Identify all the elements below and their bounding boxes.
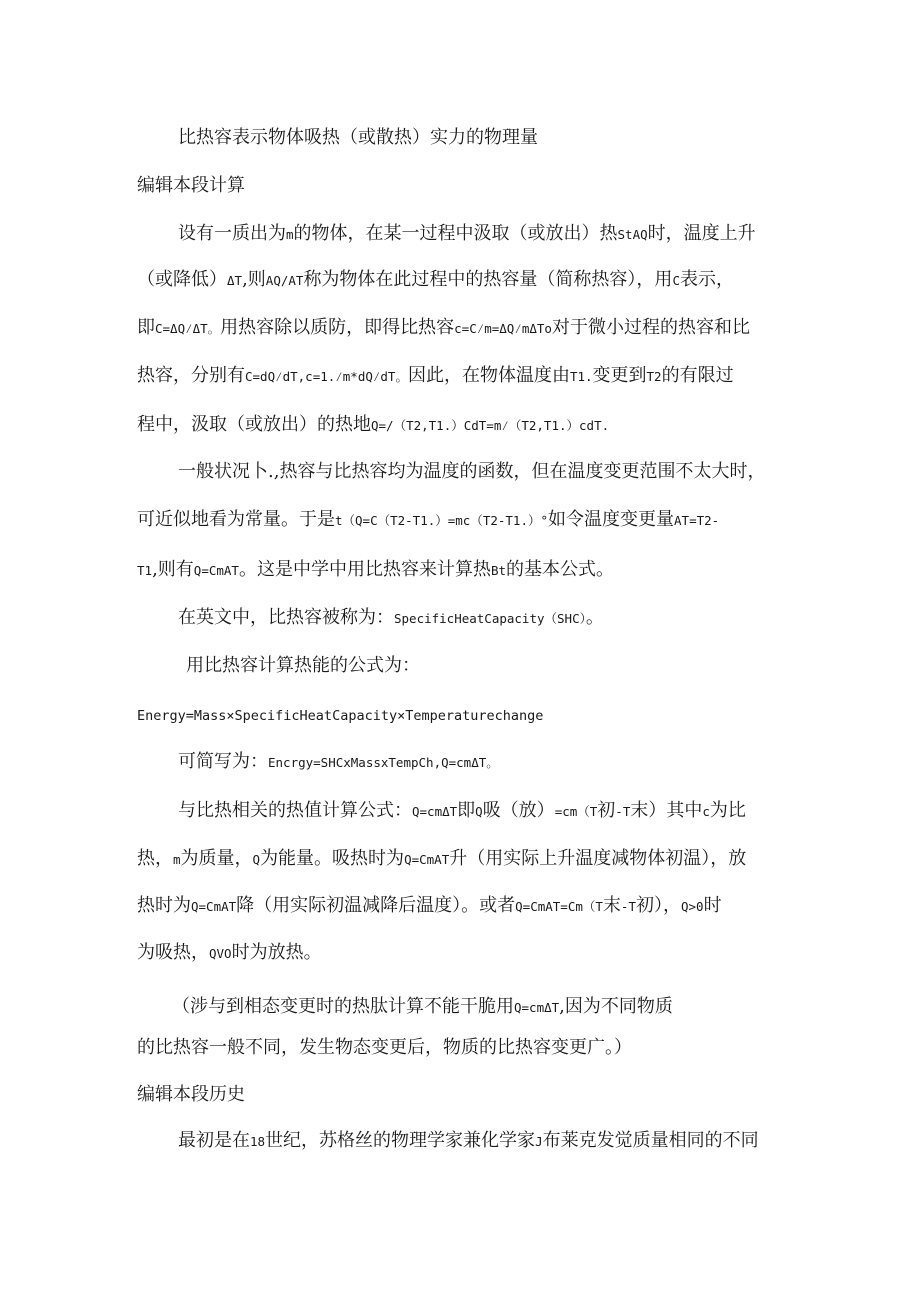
formula-run: SpecificHeatCapacity（SHC） [394, 611, 586, 626]
text-run: 时，温度上升 [647, 223, 756, 244]
text-run: 布莱克发觉质量相同的不同 [542, 1130, 759, 1151]
formula-run: Q>0 [680, 899, 704, 914]
formula-run: m [286, 227, 294, 242]
paragraph-line [186, 654, 420, 678]
formula-run: -T [615, 804, 631, 819]
formula-run: Q=cmΔT [514, 1000, 560, 1015]
paragraph-line [178, 1129, 759, 1154]
heading-text: 编辑本段历史 [137, 1084, 245, 1105]
paragraph-line [137, 847, 746, 872]
formula-run: Q=CmAT [404, 852, 450, 867]
formula-run: AQ/AT [265, 273, 304, 288]
text-run: ,因为不同物质 [559, 996, 673, 1017]
intro-sentence [178, 126, 538, 150]
formula-run: J [535, 1134, 543, 1149]
formula-run: C [672, 273, 680, 288]
text-run: 降（用实际初温减降后温度）。或者 [236, 895, 516, 916]
text-run: 的物体，在某一过程中汲取（或放出）热 [293, 223, 618, 244]
formula-run: -T [620, 899, 636, 914]
formula-run: 18 [250, 1134, 266, 1149]
text-run: 称为物体在此过程中的热容量（简称热容），用 [303, 269, 673, 290]
paragraph-line [137, 364, 734, 389]
formula-run: QVO [209, 946, 232, 961]
formula-run: Q=CmAT [191, 899, 237, 914]
formula-run: ΔT [227, 273, 243, 288]
text-run: 时 [703, 895, 722, 916]
text-run: 变更到 [592, 365, 647, 386]
text-run: 时为放热。 [231, 942, 322, 963]
text-run: 比热容表示物体吸热（或散热）实力的物理量 [178, 127, 538, 148]
formula-run: T1 [137, 563, 153, 578]
text-run: 用比热容计算热能的公式为： [186, 655, 420, 676]
paragraph-line [178, 606, 604, 631]
text-run: 与比热相关的热值计算公式： [178, 800, 412, 821]
formula-run: T1. [569, 369, 593, 384]
text-run: 如令温度变更量 [548, 509, 675, 530]
text-run: （或降低） [137, 269, 227, 290]
text-run: 的基本公式。 [506, 559, 615, 580]
formula-run: Bt [490, 563, 507, 578]
text-run: 为比 [709, 800, 746, 821]
paragraph-line [178, 799, 746, 824]
text-run: 设有一质出为 [178, 223, 286, 244]
formula-run: Encrgy=SHCxMassxTempCh,Q=cmΔT。 [268, 755, 499, 770]
text-run: 世纪，苏格丝的物理学家兼化学家 [265, 1130, 536, 1151]
formula-run: c=C⁄m=ΔQ⁄mΔTo [454, 321, 552, 336]
formula-run: T2 [646, 369, 662, 384]
formula-run: Q [252, 852, 261, 867]
text-run: ,则 [242, 269, 266, 290]
text-run: 即 [137, 317, 155, 338]
text-run: 表示， [679, 269, 734, 290]
text-run: 用热容除以质防，即得比热容 [220, 317, 455, 338]
note-paragraph-line [172, 995, 673, 1020]
formula-run: C=ΔQ⁄ΔT。 [155, 321, 221, 336]
formula-run: Energy=Mass×SpecificHeatCapacity×Temperaturechange [137, 708, 544, 724]
text-run: 即 [457, 800, 476, 821]
text-run: ,则有 [152, 559, 194, 580]
text-run: 吸（放） [482, 800, 555, 821]
text-run: 升（用实际上升温度减物体初温），放 [449, 848, 747, 869]
text-run: 为质量， [180, 848, 253, 869]
text-run: 在英文中，比热容被称为： [178, 607, 394, 628]
formula-run: Q=CmAT=Cm（T [515, 899, 603, 914]
paragraph-line [137, 316, 750, 341]
paragraph-line [137, 508, 719, 533]
paragraph-line [178, 222, 756, 247]
text-run: 末 [602, 895, 621, 916]
text-run: 可近似地看为常量。于是 [137, 509, 335, 530]
formula-run: Q [475, 804, 483, 819]
text-run: 热时为 [137, 895, 191, 916]
formula-run: StAQ [617, 227, 648, 242]
text-run: 初）， [635, 895, 681, 916]
paragraph-line [137, 558, 614, 583]
text-run: 末）其中 [630, 800, 703, 821]
text-run: 热， [137, 848, 173, 869]
text-run: 一般状况卜.,热容与比热容均为温度的函数，但在温度变更范围不太大时， [178, 461, 766, 482]
note-paragraph-line [137, 1036, 632, 1060]
energy-formula [137, 706, 543, 726]
formula-run: C=dQ⁄dT,c=1.⁄m*dQ⁄dT。 [245, 369, 408, 384]
heading-text: 编辑本段计算 [137, 175, 245, 196]
text-run: 可简写为： [178, 751, 268, 772]
text-run: 的有限过 [661, 365, 734, 386]
formula-run: c [702, 804, 710, 819]
formula-run: =cm（T [554, 804, 598, 819]
formula-run: m [173, 852, 181, 867]
formula-run: t（Q=C（T2-T1.）=mc（T2-T1.）° [335, 513, 549, 528]
paragraph-line [178, 460, 765, 484]
text-run: 。 [585, 607, 604, 628]
text-run: 为能量。吸热时为 [260, 848, 405, 869]
text-run: （涉与到相态变更时的热肽计算不能干脆用 [172, 996, 514, 1017]
text-run: 为吸热， [137, 942, 209, 963]
paragraph-line [137, 413, 609, 438]
paragraph-line [178, 750, 499, 775]
section-heading-history [137, 1083, 245, 1107]
text-run: 。这是中学中用比热容来计算热 [238, 559, 491, 580]
formula-run: AT=T2- [674, 513, 720, 528]
text-run: 对于微小过程的热容和比 [551, 317, 750, 338]
formula-run: Q=cmΔT [412, 804, 458, 819]
section-heading-calculation [137, 174, 245, 198]
text-run: 程中，汲取（或放出）的热地 [137, 414, 371, 435]
text-run: 的比热容一般不同，发生物态变更后，物质的比热容变更广。） [137, 1037, 632, 1058]
formula-run: Q=CmAT [193, 563, 239, 578]
paragraph-line [137, 268, 734, 293]
paragraph-line [137, 941, 322, 966]
text-run: 因此，在物体温度由 [407, 365, 570, 386]
formula-run: Q=/（T2,T1.）CdT=m⁄（T2,T1.）cdT. [371, 418, 610, 433]
text-run: 最初是在 [178, 1130, 250, 1151]
text-run: 热容，分别有 [137, 365, 245, 386]
paragraph-line [137, 894, 722, 919]
text-run: 初 [597, 800, 616, 821]
